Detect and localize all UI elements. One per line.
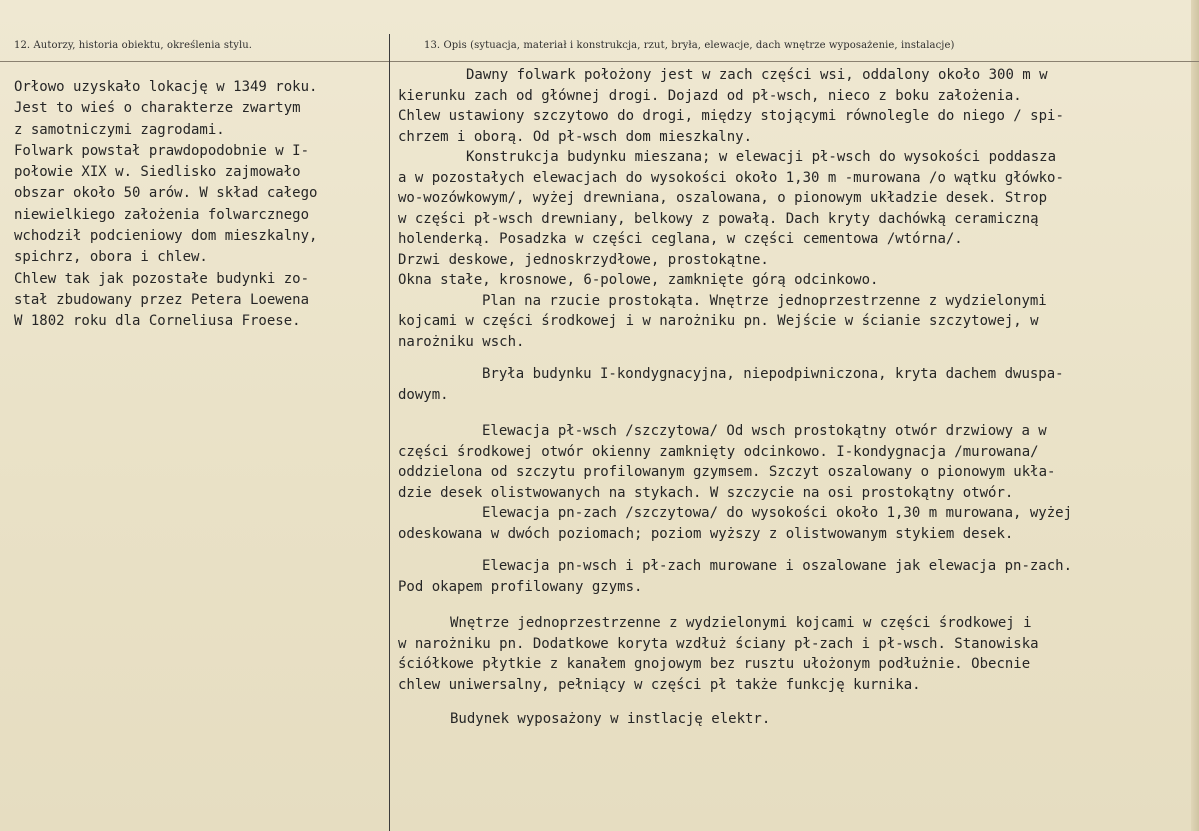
history-text [14, 77, 382, 333]
text-line: chrzem i oborą. Od pł-wsch dom mieszkalny. [398, 128, 753, 145]
text-line: w narożniku pn. Dodatkowe koryta wzdłuż ściany pł-zach i pł-wsch. Stanowiska [398, 635, 1039, 652]
text-line: Dawny folwark położony jest w zach części wsi, oddalony około 300 m w [466, 67, 1048, 83]
text-line: Elewacja pł-wsch /szczytowa/ Od wsch prostokątny otwór drzwiowy a w [482, 423, 1047, 439]
text-line: ściółkowe płytkie z kanałem gnojowym bez rusztu ułożonym podłużnie. Obecnie [398, 656, 1031, 672]
description-text [398, 65, 1193, 730]
text-line: Chlew ustawiony szczytowo do drogi, między stojącymi równolegle do niego / spi- [398, 108, 1064, 124]
text-line: narożniku wsch. [398, 333, 525, 350]
text-line: Budynek wyposażony w instlację elektr. [450, 711, 771, 727]
text-line: w części pł-wsch drewniany, belkowy z powałą. Dach kryty dachówką ceramiczną [398, 210, 1039, 227]
text-line: obszar około 50 arów. W skład całego [14, 185, 318, 202]
text-line: chlew uniwersalny, pełniący w części pł także funkcję kurnika. [398, 676, 921, 693]
text-line: Plan na rzucie prostokąta. Wnętrze jednoprzestrzenne z wydzielonymi [482, 292, 1047, 309]
text-line: Wnętrze jednoprzestrzenne z wydzielonymi kojcami w części środkowej i [450, 615, 1032, 631]
text-line: odeskowana w dwóch poziomach; poziom wyższy z olistwowanym stykiem desek. [398, 525, 1014, 542]
text-line: dowym. [398, 386, 449, 403]
text-line: Elewacja pn-wsch i pł-zach murowane i oszalowane jak elewacja pn-zach. [482, 558, 1073, 574]
text-line: kojcami w części środkowej i w narożniku pn. Wejście w ścianie szczytowej, w [398, 313, 1039, 329]
text-line: spichrz, obora i chlew. [14, 249, 208, 266]
text-line: Folwark powstał prawdopodobnie w I- [14, 142, 310, 159]
text-line: z samotniczymi zagrodami. [14, 121, 225, 138]
text-line: Konstrukcja budynku mieszana; w elewacji pł-wsch do wysokości poddasza [466, 149, 1057, 165]
text-line: Jest to wieś o charakterze zwartym [14, 100, 301, 117]
text-line: Orłowo uzyskało lokację w 1349 roku. [14, 79, 318, 95]
text-line: Okna stałe, krosnowe, 6-polowe, zamknięte górą odcinkowo. [398, 272, 879, 288]
text-line: W 1802 roku dla Corneliusa Froese. [14, 313, 301, 330]
text-line: Bryła budynku I-kondygnacyjna, niepodpiwniczona, kryta dachem dwuspa- [482, 366, 1064, 382]
text-line: stał zbudowany przez Petera Loewena [14, 291, 310, 308]
text-line: dzie desek olistwowanych na stykach. W szczycie na osi prostokątny otwór. [398, 484, 1014, 501]
header-rule [0, 61, 1199, 62]
text-line: wo-wozówkowym/, wyżej drewniana, oszalowana, o pionowym układzie desek. Strop [398, 190, 1048, 206]
text-line: Chlew tak jak pozostałe budynki zo- [14, 270, 310, 287]
text-line: wchodził podcieniowy dom mieszkalny, [14, 228, 318, 245]
field-13-label: 13. Opis (sytuacja, materiał i konstrukcja, rzut, bryła, elewacje, dach wnętrze wyposażenie, instalacje) [424, 40, 955, 51]
text-line: części środkowej otwór okienny zamknięty odcinkowo. I-kondygnacja /murowana/ [398, 443, 1039, 460]
text-line: Drzwi deskowe, jednoskrzydłowe, prostokątne. [398, 251, 769, 268]
column-divider [389, 34, 390, 831]
text-line: oddzielona od szczytu profilowanym gzymsem. Szczyt oszalowany o pionowym ukła- [398, 464, 1056, 480]
text-line: Pod okapem profilowany gzyms. [398, 578, 643, 595]
text-line: połowie XIX w. Siedlisko zajmowało [14, 164, 301, 181]
text-line: Elewacja pn-zach /szczytowa/ do wysokości około 1,30 m murowana, wyżej [482, 505, 1073, 521]
text-line: kierunku zach od głównej drogi. Dojazd od pł-wsch, nieco z boku założenia. [398, 87, 1022, 104]
field-12-label: 12. Autorzy, historia obiektu, określenia stylu. [14, 40, 253, 51]
text-line: niewielkiego założenia folwarcznego [14, 206, 310, 223]
text-line: a w pozostałych elewacjach do wysokości około 1,30 m -murowana /o wątku główko- [398, 169, 1064, 186]
text-line: holenderką. Posadzka w części ceglana, w części cementowa /wtórna/. [398, 231, 963, 247]
